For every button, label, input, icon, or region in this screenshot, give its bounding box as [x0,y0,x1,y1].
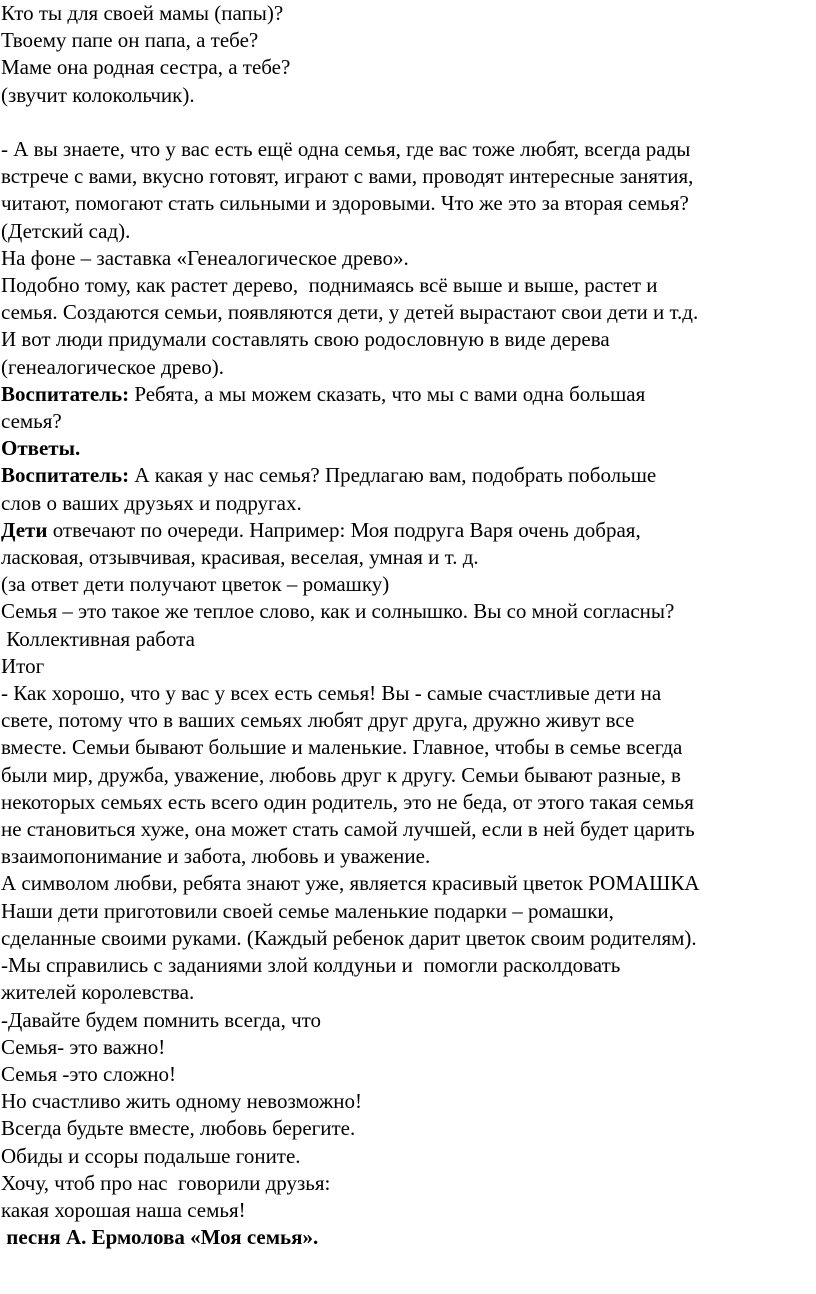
summary-line-1: - Как хорошо, что у вас у всех есть семья! Вы - самые счастливые дети на [1,681,662,706]
children-answer-cont: ласковая, отзывчивая, красивая, веселая, умная и т. д. [1,545,479,570]
tree-paragraph-line-2: семья. Создаются семьи, появляются дети, у детей вырастают свои дети и т.д. [1,300,699,325]
tree-paragraph-line-1: Подобно тому, как растет дерево, поднимаясь всё выше и выше, растет и [1,273,658,298]
poem-line-3: Но счастливо жить одному невозможно! [1,1089,362,1114]
answers-heading [1,435,812,462]
second-family-line-1: - А вы знаете, что у вас есть ещё одна семья, где вас тоже любят, всегда рады [1,137,691,161]
children-answer [1,517,812,544]
song-title: песня А. Ермолова «Моя семья». [1,1225,319,1250]
closing-line-1: А символом любви, ребята знают уже, является красивый цветок РОМАШКА [1,871,700,896]
poem-line-1: Семья- это важно! [1,1034,166,1059]
poem-line-5: Обиды и ссоры подальше гоните. [1,1143,301,1168]
summary-line-3: вместе. Семьи бывают большие и маленькие. Главное, чтобы в семье всегда [1,735,683,760]
answers-label: Ответы. [1,436,81,461]
summary-line-4: были мир, дружба, уважение, любовь друг к другу. Семьи бывают разные, в [1,762,681,787]
intro-question-3: Маме она родная сестра, а тебе? [1,55,291,80]
closing-line-2: Наши дети приготовили своей семье маленькие подарки – ромашки, [1,898,614,923]
bell-note: (звучит колокольчик). [1,82,195,107]
closing-line-4: -Мы справились с заданиями злой колдуньи и помогли расколдовать [1,953,621,978]
educator-question-1 [1,381,812,408]
children-answer-text: отвечают по очереди. Например: Моя подруга Варя очень добрая, [47,517,641,542]
collective-work: Коллективная работа [1,626,195,651]
summary-line-5: некоторых семьях есть всего один родитель, это не беда, от этого такая семья [1,789,694,814]
educator-label: Воспитатель: [1,463,130,488]
summary-line-6: не становиться хуже, она может стать самой лучшей, если в ней будет царить [1,817,695,842]
intro-question-1: Кто ты для своей мамы (папы)? [1,1,284,25]
summary-line-7: взаимопонимание и забота, любовь и уважение. [1,844,431,869]
closing-line-3: сделанные своими руками. (Каждый ребенок дарит цветок своим родителям). [1,925,697,950]
summary-line-2: свете, потому что в ваших семьях любят друг друга, дружно живут все [1,708,635,733]
poem-line-4: Всегда будьте вместе, любовь берегите. [1,1116,356,1141]
tree-paragraph-line-4: (генеалогическое древо). [1,354,225,379]
second-family-line-4: (Детский сад). [1,218,131,243]
educator-question-2-cont: слов о ваших друзьях и подругах. [1,490,302,515]
children-label: Дети [1,517,48,542]
blank-line [1,109,812,136]
poem-line-6: Хочу, чтоб про нас говорили друзья: [1,1170,331,1195]
song-line [1,1224,812,1251]
poem-line-2: Семья -это сложно! [1,1061,177,1086]
educator-question-2 [1,462,812,489]
tree-paragraph-line-3: И вот люди придумали составлять свою родословную в виде дерева [1,327,610,352]
educator-question-1-text: Ребята, а мы можем сказать, что мы с вами одна большая [129,381,646,406]
intro-question-2: Твоему папе он папа, а тебе? [1,28,259,53]
poem-line-7: какая хорошая наша семья! [1,1197,246,1222]
educator-question-2-text: А какая у нас семья? Предлагаю вам, подобрать побольше [129,463,657,488]
educator-label: Воспитатель: [1,381,130,406]
flower-note: (за ответ дети получают цветок – ромашку) [1,572,390,597]
closing-line-5: жителей королевства. [1,980,195,1005]
sun-line: Семья – это такое же теплое слово, как и солнышко. Вы со мной согласны? [1,599,675,624]
closing-line-6: -Давайте будем помнить всегда, что [1,1007,322,1032]
summary-heading: Итог [1,653,45,678]
educator-question-1-cont: семья? [1,409,62,434]
background-note: На фоне – заставка «Генеалогическое древо». [1,245,409,270]
second-family-line-2: встрече с вами, вкусно готовят, играют с вами, проводят интересные занятия, [1,164,694,189]
second-family-line-3: читают, помогают стать сильными и здоровыми. Что же это за вторая семья? [1,191,689,216]
